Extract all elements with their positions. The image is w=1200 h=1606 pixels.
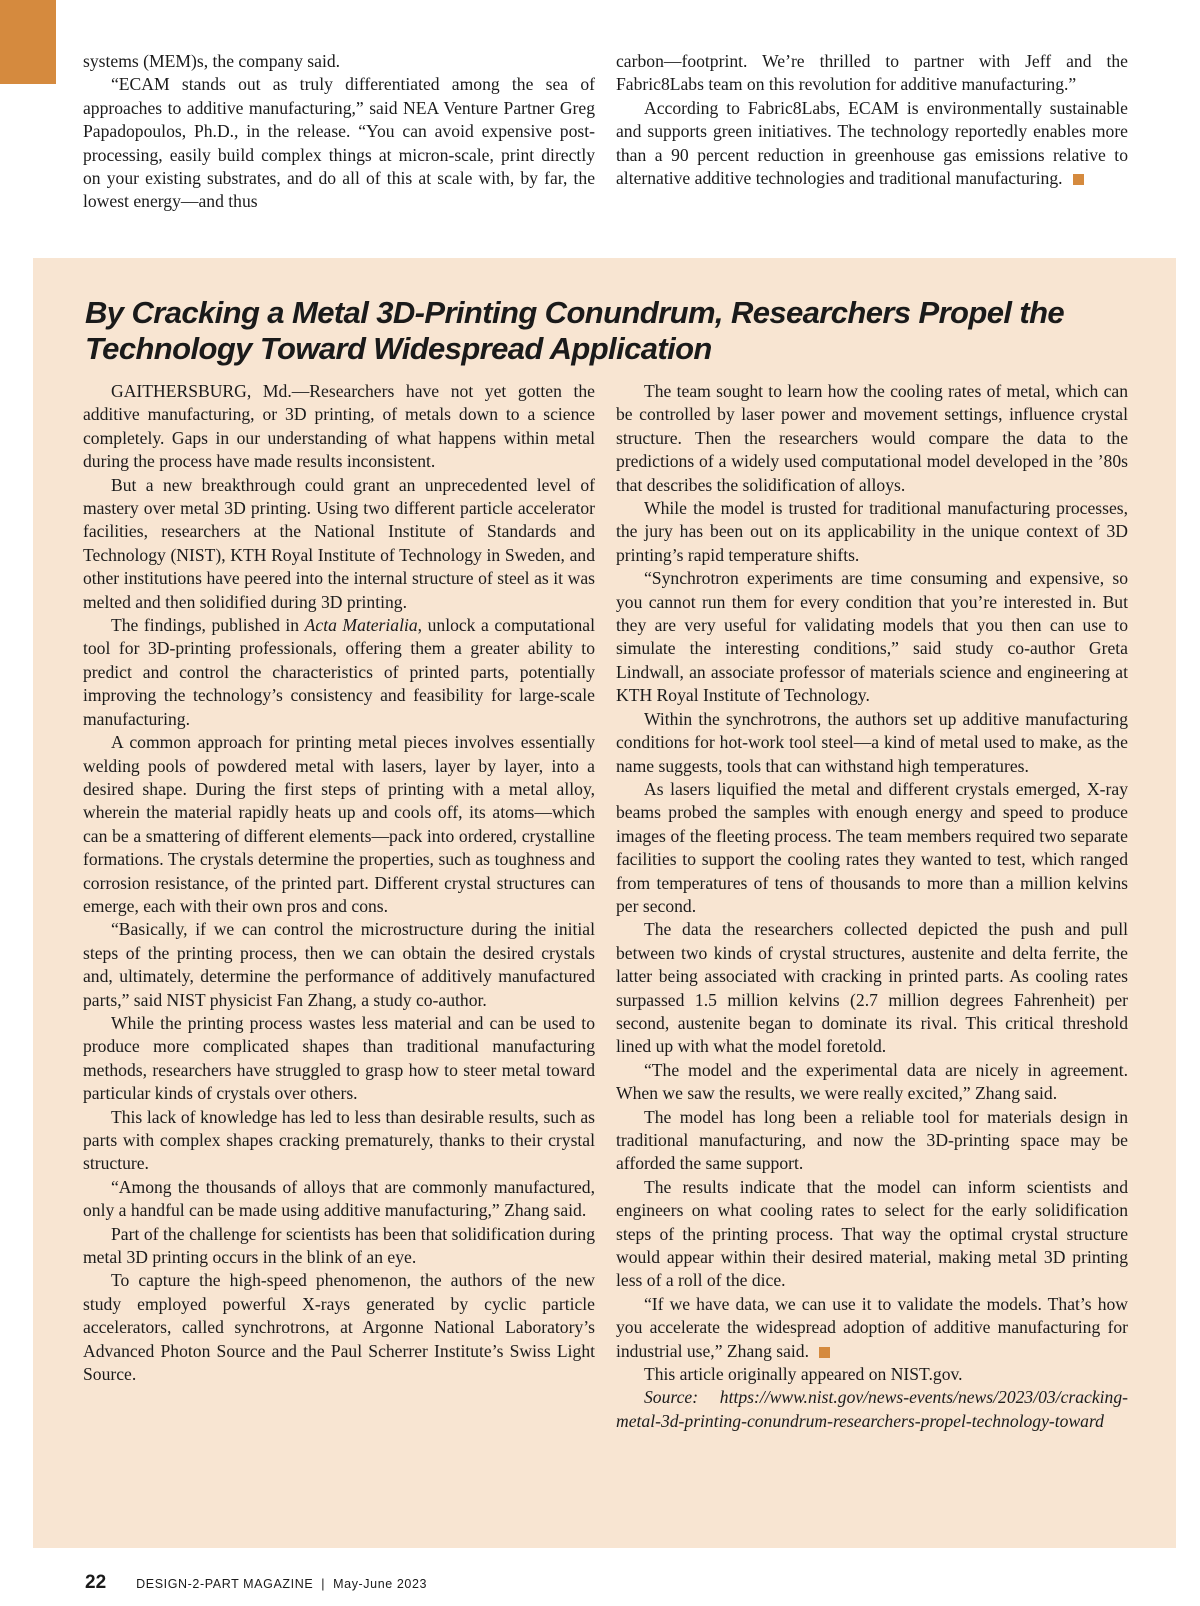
issue-date: May-June 2023 bbox=[333, 1577, 428, 1591]
headline-line-2: Technology Toward Widespread Application bbox=[85, 331, 712, 366]
paragraph: To capture the high-speed phenomenon, the authors of the new study employed powerful X-rays generated by cyclic particle accelerators, called synchrotrons, at Argonne National Laboratory’s Advanced Photon Source and the Paul Scherrer Institute’s Swiss Light Source. bbox=[83, 1270, 595, 1385]
article-headline bbox=[85, 295, 1135, 367]
paragraph: “ECAM stands out as truly differentiated among the sea of approaches to additive manufacturing,” said NEA Venture Partner Greg Papadopoulos, Ph.D., in the release. “You can avoid expensive post-processing, easily build complex things at micron-scale, print directly on your existing substrates, and do all of this at scale with, by far, the lowest energy—and thus bbox=[83, 74, 595, 212]
paragraph: While the printing process wastes less material and can be used to produce more complicated shapes than traditional manufacturing methods, researchers have struggled to grasp how to steer metal toward particular kinds of crystals over others. bbox=[83, 1012, 595, 1104]
paragraph-text: The findings, published in bbox=[111, 615, 305, 636]
paragraph: The data the researchers collected depicted the push and pull between two kinds of crystal structures, austenite and delta ferrite, the latter being associated with cracking in printed parts. As cooling rates surpassed 1.5 million kelvins (2.7 million degrees Fahrenheit) per second, austenite began to dominate its rival. This critical threshold lined up with what the model foretold. bbox=[616, 919, 1128, 1057]
publication-name: DESIGN-2-PART MAGAZINE bbox=[136, 1577, 314, 1591]
paragraph bbox=[616, 1293, 1128, 1363]
page-footer bbox=[85, 1572, 427, 1594]
paragraph bbox=[83, 614, 595, 731]
top-right-column bbox=[616, 50, 1128, 190]
paragraph-text: “If we have data, we can use it to validate the models. That’s how you accelerate the widespread adoption of additive manufacturing for industrial use,” Zhang said. bbox=[616, 1293, 1128, 1361]
attribution-line: This article originally appeared on NIST.gov. bbox=[644, 1364, 963, 1385]
article-right-column bbox=[616, 380, 1128, 1433]
page-number: 22 bbox=[85, 1572, 107, 1593]
paragraph: Within the synchrotrons, the authors set up additive manufacturing conditions for hot-work tool steel—a kind of metal used to make, as the name suggests, tools that can withstand high temperatures. bbox=[616, 708, 1128, 776]
paragraph: While the model is trusted for traditional manufacturing processes, the jury has been out on its applicability in the unique context of 3D printing’s rapid temperature shifts. bbox=[616, 498, 1128, 565]
footer-separator: | bbox=[321, 1577, 326, 1591]
paragraph: The team sought to learn how the cooling rates of metal, which can be controlled by laser power and movement settings, influence crystal structure. Then the researchers would compare the data to the predictions of a widely used computational model developed in the ’80s that describes the solidification of alloys. bbox=[616, 381, 1128, 495]
corner-accent-tab bbox=[0, 0, 56, 84]
paragraph-text: According to Fabric8Labs, ECAM is environmentally sustainable and supports green initiatives. The technology reportedly enables more than a 90 percent reduction in greenhouse gas emissions relative to alternative additive technologies and traditional manufacturing. bbox=[616, 97, 1128, 189]
paragraph: “Among the thousands of alloys that are commonly manufactured, only a handful can be made using additive manufacturing,” Zhang said. bbox=[83, 1176, 595, 1221]
article-left-column bbox=[83, 380, 595, 1386]
source-line: Source: https://www.nist.gov/news-events/news/2023/03/cracking-metal-3d-printing-conundrum-researchers-propel-technology-toward bbox=[616, 1387, 1128, 1431]
paragraph: GAITHERSBURG, Md.—Researchers have not yet gotten the additive manufacturing, or 3D printing, of metals down to a science completely. Gaps in our understanding of what happens within metal during the process have made results inconsistent. bbox=[83, 381, 595, 472]
paragraph: systems (MEM)s, the company said. bbox=[83, 51, 341, 71]
paragraph: “The model and the experimental data are nicely in agreement. When we saw the results, we were really excited,” Zhang said. bbox=[616, 1059, 1128, 1104]
paragraph: As lasers liquified the metal and different crystals emerged, X-ray beams probed the samples with enough energy and speed to produce images of the fleeting process. The team members required two separate facilities to support the cooling rates they wanted to test, which ranged from temperatures of tens of thousands to more than a million kelvins per second. bbox=[616, 778, 1128, 916]
headline-line-1: By Cracking a Metal 3D-Printing Conundrum, Researchers Propel the bbox=[85, 295, 1065, 330]
paragraph: “Synchrotron experiments are time consuming and expensive, so you cannot run them for every condition that you’re interested in. But they are very useful for validating models that you then can use to simulate the interesting conditions,” said study co-author Greta Lindwall, an associate professor of materials science and engineering at KTH Royal Institute of Technology. bbox=[616, 568, 1128, 706]
end-of-article-square-icon bbox=[1073, 174, 1084, 185]
paragraph: The results indicate that the model can inform scientists and engineers on what cooling rates to select for the early solidification steps of the printing process. That way the optimal crystal structure would appear within their desired material, making metal 3D printing less of a roll of the dice. bbox=[616, 1176, 1128, 1291]
paragraph: But a new breakthrough could grant an unprecedented level of mastery over metal 3D printing. Using two different particle accelerator facilities, researchers at the National Institute of Standards and Technology (NIST), KTH Royal Institute of Technology in Sweden, and other institutions have peered into the internal structure of steel as it was melted and then solidified during 3D printing. bbox=[83, 474, 595, 612]
end-of-article-square-icon bbox=[819, 1347, 830, 1358]
journal-name: Acta Materialia bbox=[304, 615, 418, 636]
paragraph bbox=[616, 97, 1128, 191]
top-left-column bbox=[83, 50, 595, 214]
paragraph: The model has long been a reliable tool for materials design in traditional manufacturing, and now the 3D-printing space may be afforded the same support. bbox=[616, 1106, 1128, 1174]
paragraph: “Basically, if we can control the microstructure during the initial steps of the printing process, then we can obtain the desired crystals and, ultimately, determine the performance of additively manufactured parts,” said NIST physicist Fan Zhang, a study co-author. bbox=[83, 919, 595, 1010]
paragraph: carbon—footprint. We’re thrilled to partner with Jeff and the Fabric8Labs team on this revolution for additive manufacturing.” bbox=[616, 51, 1128, 95]
paragraph: A common approach for printing metal pieces involves essentially welding pools of powdered metal with lasers, layer by layer, into a desired shape. During the first steps of printing with a metal alloy, wherein the material rapidly heats up and cools off, its atoms—which can be a smattering of different elements—pack into ordered, crystalline formations. The crystals determine the properties, such as toughness and corrosion resistance, of the printed part. Different crystal structures can emerge, each with their own pros and cons. bbox=[83, 732, 595, 916]
paragraph: This lack of knowledge has led to less than desirable results, such as parts with complex shapes cracking prematurely, thanks to their crystal structure. bbox=[83, 1106, 595, 1174]
paragraph-text: , unlock a computational tool for 3D-printing professionals, offering them a greater ability to predict and control the characteristics of printed parts, potentially improving the technology’s consistency and feasibility for large-scale manufacturing. bbox=[83, 615, 595, 729]
paragraph: Part of the challenge for scientists has been that solidification during metal 3D printing occurs in the blink of an eye. bbox=[83, 1223, 595, 1268]
